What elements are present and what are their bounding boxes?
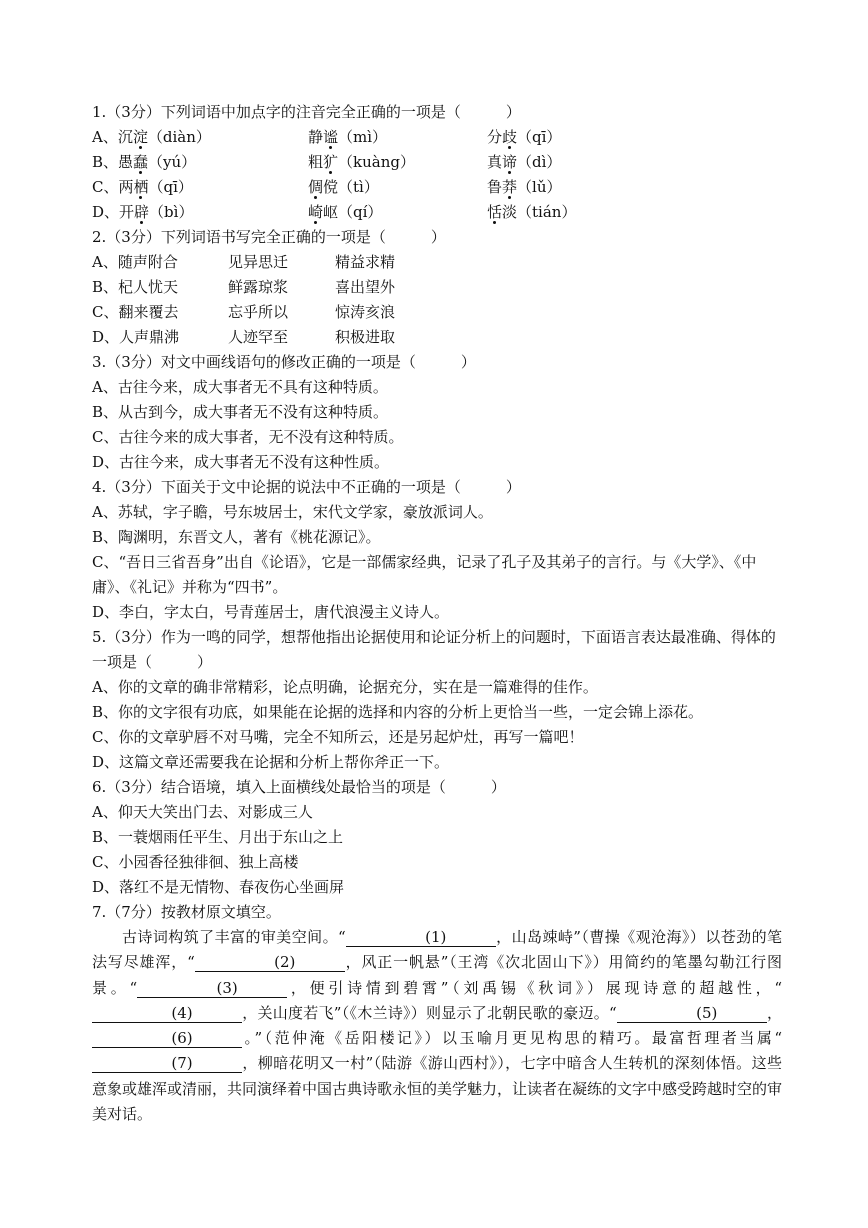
passage-text: ， xyxy=(766,1003,782,1022)
option-cell xyxy=(308,175,379,200)
option-text: （bì） xyxy=(149,203,194,221)
option-word: C、翻来覆去 xyxy=(92,303,179,321)
option-word: D、人声鼎沸 xyxy=(92,328,180,346)
option-text: （diàn） xyxy=(147,128,211,146)
question-6-option-d: D、落红不是无情物、春夜伤心坐画屏 xyxy=(92,878,345,896)
passage-text: ，关山度若飞”（《木兰诗》）则显示了北朝民歌的豪迈。“ xyxy=(242,1003,617,1022)
option-cell xyxy=(308,200,382,225)
question-6-stem: 6.（3分）结合语境，填入上面横线处最恰当的项是（ ） xyxy=(92,778,506,796)
dotted-char: 淀 xyxy=(132,128,148,146)
dotted-char: 歧 xyxy=(502,128,518,146)
passage-text: 古诗词构筑了丰富的审美空间。“ xyxy=(122,928,346,946)
question-1-option-c xyxy=(92,175,782,200)
question-7-passage xyxy=(92,925,782,1127)
question-6-option-c: C、小园香径独徘徊、独上高楼 xyxy=(92,853,299,871)
question-2-option-b xyxy=(92,275,782,300)
fill-blank-5[interactable]: (5) xyxy=(617,1004,767,1023)
option-text: C、两 xyxy=(92,178,134,196)
option-cell xyxy=(92,200,193,225)
dotted-char: 倜 xyxy=(308,178,324,196)
option-word: 喜出望外 xyxy=(335,278,396,296)
dotted-char: 蠢 xyxy=(133,153,149,171)
question-4-option-b: B、陶渊明，东晋文人，著有《桃花源记》。 xyxy=(92,528,381,546)
dotted-char: 栖 xyxy=(133,178,149,196)
question-4-option-a: A、苏轼，字子瞻，号东坡居士，宋代文学家，豪放派词人。 xyxy=(92,503,493,521)
option-text: 岖（qí） xyxy=(323,203,383,221)
dotted-char: 恬 xyxy=(487,203,503,221)
question-3-option-d: D、古往今来，成大事者无不没有这种性质。 xyxy=(92,453,390,471)
question-1-stem: 1.（3分）下列词语中加点字的注音完全正确的一项是（ ） xyxy=(92,103,521,121)
option-text: D、开 xyxy=(92,203,135,221)
fill-blank-4[interactable]: (4) xyxy=(92,1004,242,1023)
option-word: B、杞人忧天 xyxy=(92,278,179,296)
question-2-option-d xyxy=(92,325,782,350)
option-cell xyxy=(92,125,211,150)
question-5-option-c: C、你的文章驴唇不对马嘴，完全不知所云，还是另起炉灶，再写一篇吧！ xyxy=(92,728,584,746)
option-word: 见异思迁 xyxy=(228,253,289,271)
dotted-char: 崎 xyxy=(308,203,324,221)
passage-text: ，风正一帆悬”（王湾《次北固山下》）用简约的笔墨勾勒江行图景。“ xyxy=(92,953,783,997)
question-5-stem: 5.（3分）作为一鸣的同学，想帮他指出论据使用和论证分析上的问题时，下面语言表达最准确、得体的一项是（ ） xyxy=(92,628,776,671)
option-text: 傥（tì） xyxy=(323,178,379,196)
dotted-char: 犷 xyxy=(323,153,339,171)
question-1-option-d xyxy=(92,200,782,225)
option-text: （yú） xyxy=(148,153,197,171)
option-word: 忘乎所以 xyxy=(228,303,289,321)
option-text: 真 xyxy=(487,153,503,171)
option-text: 静 xyxy=(308,128,324,146)
option-text: （kuàng） xyxy=(338,153,415,171)
question-1-option-b xyxy=(92,150,782,175)
question-5-option-a: A、你的文章的确非常精彩，论点明确，论据充分，实在是一篇难得的佳作。 xyxy=(92,678,598,696)
option-text: 淡（tián） xyxy=(502,203,577,221)
option-word: 精益求精 xyxy=(335,253,396,271)
question-7-stem: 7.（7分）按教材原文填空。 xyxy=(92,903,281,921)
option-word: 人迹罕至 xyxy=(228,328,289,346)
passage-text: ，柳暗花明又一村”（陆游《游山西村》），七字中暗含人生转机的深刻体悟。这些意象或雄浑或清丽，共同演绎着中国古典诗歌永恒的美学魅力，让读者在凝练的文字中感受跨越时空的审美对话。 xyxy=(92,1054,783,1124)
option-text: （lǔ） xyxy=(517,178,562,196)
option-cell xyxy=(92,175,193,200)
option-cell xyxy=(487,175,562,200)
dotted-char: 莽 xyxy=(502,178,518,196)
question-3-stem: 3.（3分）对文中画线语句的修改正确的一项是（ ） xyxy=(92,353,476,371)
exam-content xyxy=(92,100,782,1127)
fill-blank-3[interactable]: (3) xyxy=(137,979,287,998)
option-text: （mì） xyxy=(338,128,388,146)
option-word: A、随声附合 xyxy=(92,253,178,271)
question-2-option-a xyxy=(92,250,782,275)
question-1-option-a xyxy=(92,125,782,150)
dotted-char: 谧 xyxy=(323,128,339,146)
option-word: 惊涛亥浪 xyxy=(335,303,396,321)
option-text: 分 xyxy=(487,128,503,146)
question-5-option-d: D、这篇文章还需要我在论据和分析上帮你斧正一下。 xyxy=(92,753,450,771)
option-text: （dì） xyxy=(517,153,562,171)
option-cell xyxy=(487,200,576,225)
option-cell xyxy=(308,150,415,175)
fill-blank-1[interactable]: (1) xyxy=(346,928,496,947)
option-text: B、愚 xyxy=(92,153,134,171)
question-5-option-b: B、你的文字很有功底，如果能在论据的选择和内容的分析上更恰当一些，一定会锦上添花。 xyxy=(92,703,704,721)
question-3-option-c: C、古往今来的成大事者，无不没有这种特质。 xyxy=(92,428,404,446)
question-4-option-d: D、李白，字太白，号青莲居士，唐代浪漫主义诗人。 xyxy=(92,603,450,621)
question-6-option-b: B、一蓑烟雨任平生、月出于东山之上 xyxy=(92,828,344,846)
passage-text: 。”（范仲淹《岳阳楼记》）以玉喻月更见构思的精巧。最富哲理者当属“ xyxy=(242,1029,782,1048)
question-3-option-b: B、从古到今，成大事者无不没有这种特质。 xyxy=(92,403,389,421)
question-6-option-a: A、仰天大笑出门去、对影成三人 xyxy=(92,803,313,821)
option-text: A、沉 xyxy=(92,128,133,146)
question-2-option-c xyxy=(92,300,782,325)
question-2-stem: 2.（3分）下列词语书写完全正确的一项是（ ） xyxy=(92,228,446,246)
dotted-char: 辟 xyxy=(134,203,150,221)
dotted-char: 谛 xyxy=(502,153,518,171)
option-word: 积极进取 xyxy=(335,328,396,346)
option-cell xyxy=(487,150,561,175)
question-4-stem: 4.（3分）下面关于文中论据的说法中不正确的一项是（ ） xyxy=(92,478,521,496)
option-word: 鲜露琼浆 xyxy=(228,278,289,296)
option-text: （qī） xyxy=(517,128,562,146)
fill-blank-6[interactable]: (6) xyxy=(92,1029,242,1048)
passage-text: ，便引诗情到碧霄”（刘禹锡《秋词》）展现诗意的超越性，“ xyxy=(287,978,782,997)
option-cell xyxy=(92,150,196,175)
option-text: 鲁 xyxy=(487,178,503,196)
question-4-option-c: C、“吾日三省吾身”出自《论语》，它是一部儒家经典，记录了孔子及其弟子的言行。与《大学》、《中庸》、《礼记》并称为“四书”。 xyxy=(92,553,757,596)
fill-blank-7[interactable]: (7) xyxy=(92,1054,242,1073)
passage-text: ，山岛竦峙”（曹操《观沧海》）以苍劲的笔法写尽雄浑，“ xyxy=(92,928,783,972)
option-text: 粗 xyxy=(308,153,324,171)
option-cell xyxy=(487,125,561,150)
option-text: （qī） xyxy=(148,178,193,196)
option-cell xyxy=(308,125,387,150)
fill-blank-2[interactable]: (2) xyxy=(195,953,345,972)
question-3-option-a: A、古往今来，成大事者无不具有这种特质。 xyxy=(92,378,388,396)
